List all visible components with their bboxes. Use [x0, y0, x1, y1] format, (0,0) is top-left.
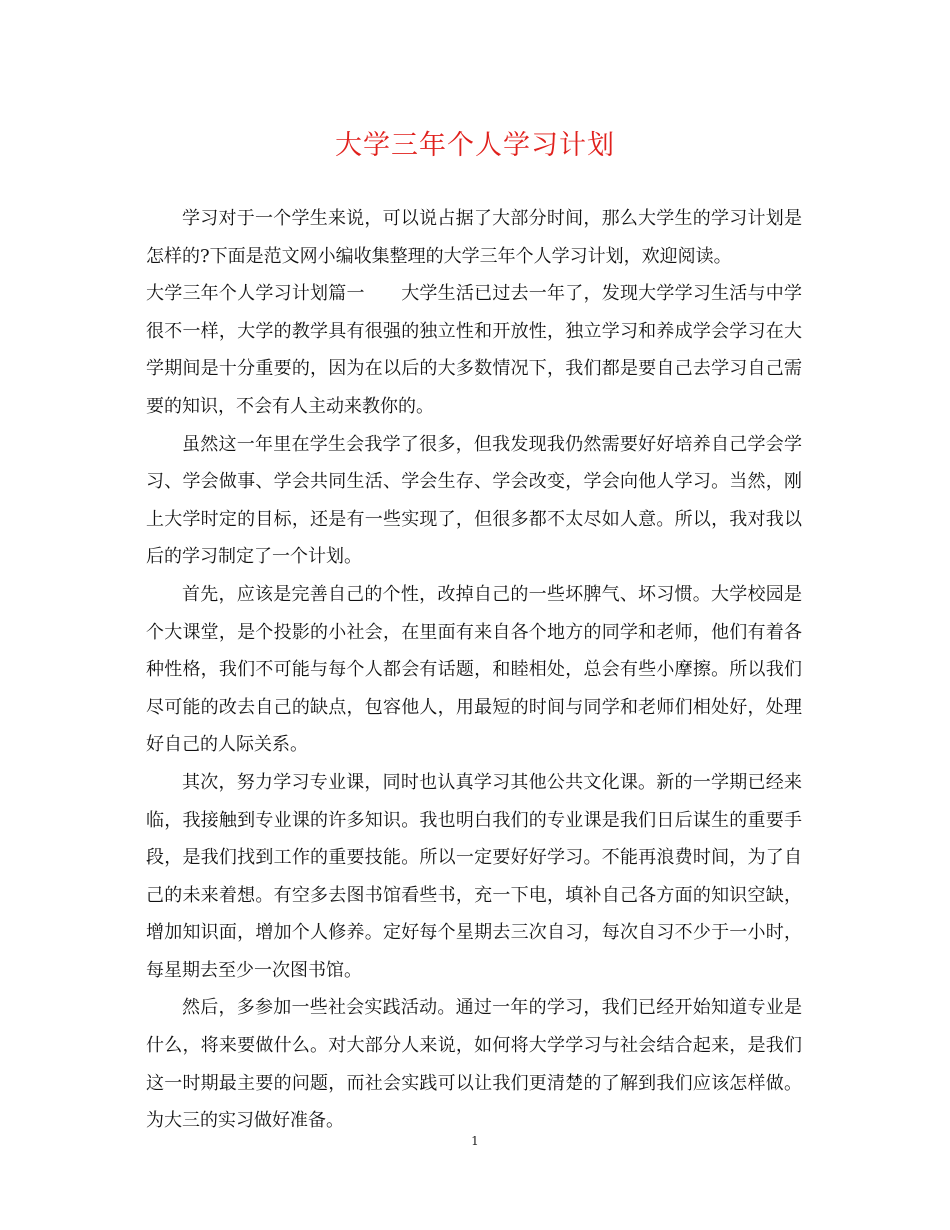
paragraph-section-one: 大学三年个人学习计划篇一 大学生活已过去一年了，发现大学学习生活与中学很不一样，大学的教学具有很强的独立性和开放性，独立学习和养成学会学习在大学期间是十分重要的，因为在以后的大多数情况下，我们都是要自己去学习自己需要的知识，不会有人主动来教你的。 [146, 283, 802, 417]
document-body [146, 200, 802, 1140]
paragraph-then: 然后，多参加一些社会实践活动。通过一年的学习，我们已经开始知道专业是什么，将来要做什么。对大部分人来说，如何将大学学习与社会结合起来，是我们这一时期最主要的问题，而社会实践可以让我们更清楚的了解到我们应该怎样做。为大三的实习做好准备。 [146, 997, 802, 1132]
page-number: 1 [471, 1134, 479, 1148]
paragraph-second: 其次，努力学习专业课，同时也认真学习其他公共文化课。新的一学期已经来临，我接触到专业课的许多知识。我也明白我们的专业课是我们日后谋生的重要手段，是我们找到工作的重要技能。所以一定要好好学习。不能再浪费时间，为了自己的未来着想。有空多去图书馆看些书，充一下电，填补自己各方面的知识空缺，增加知识面，增加个人修养。定好每个星期去三次自习，每次自习不少于一小时，每星期去至少一次图书馆。 [146, 771, 802, 981]
paragraph-first: 首先，应该是完善自己的个性，改掉自己的一些坏脾气、坏习惯。大学校园是个大课堂，是个投影的小社会，在里面有来自各个地方的同学和老师，他们有着各种性格，我们不可能与每个人都会有话题，和睦相处，总会有些小摩擦。所以我们尽可能的改去自己的缺点，包容他人，用最短的时间与同学和老师们相处好，处理好自己的人际关系。 [146, 583, 802, 756]
paragraph-student-union: 虽然这一年里在学生会我学了很多，但我发现我仍然需要好好培养自己学会学习、学会做事、学会共同生活、学会生存、学会改变，学会向他人学习。当然，刚上大学时定的目标，还是有一些实现了，但很多都不太尽如人意。所以，我对我以后的学习制定了一个计划。 [146, 433, 802, 568]
paragraph-intro: 学习对于一个学生来说，可以说占据了大部分时间，那么大学生的学习计划是怎样的?下面是范文网小编收集整理的大学三年个人学习计划，欢迎阅读。 [146, 208, 802, 267]
document-title: 大学三年个人学习计划 [335, 130, 615, 161]
